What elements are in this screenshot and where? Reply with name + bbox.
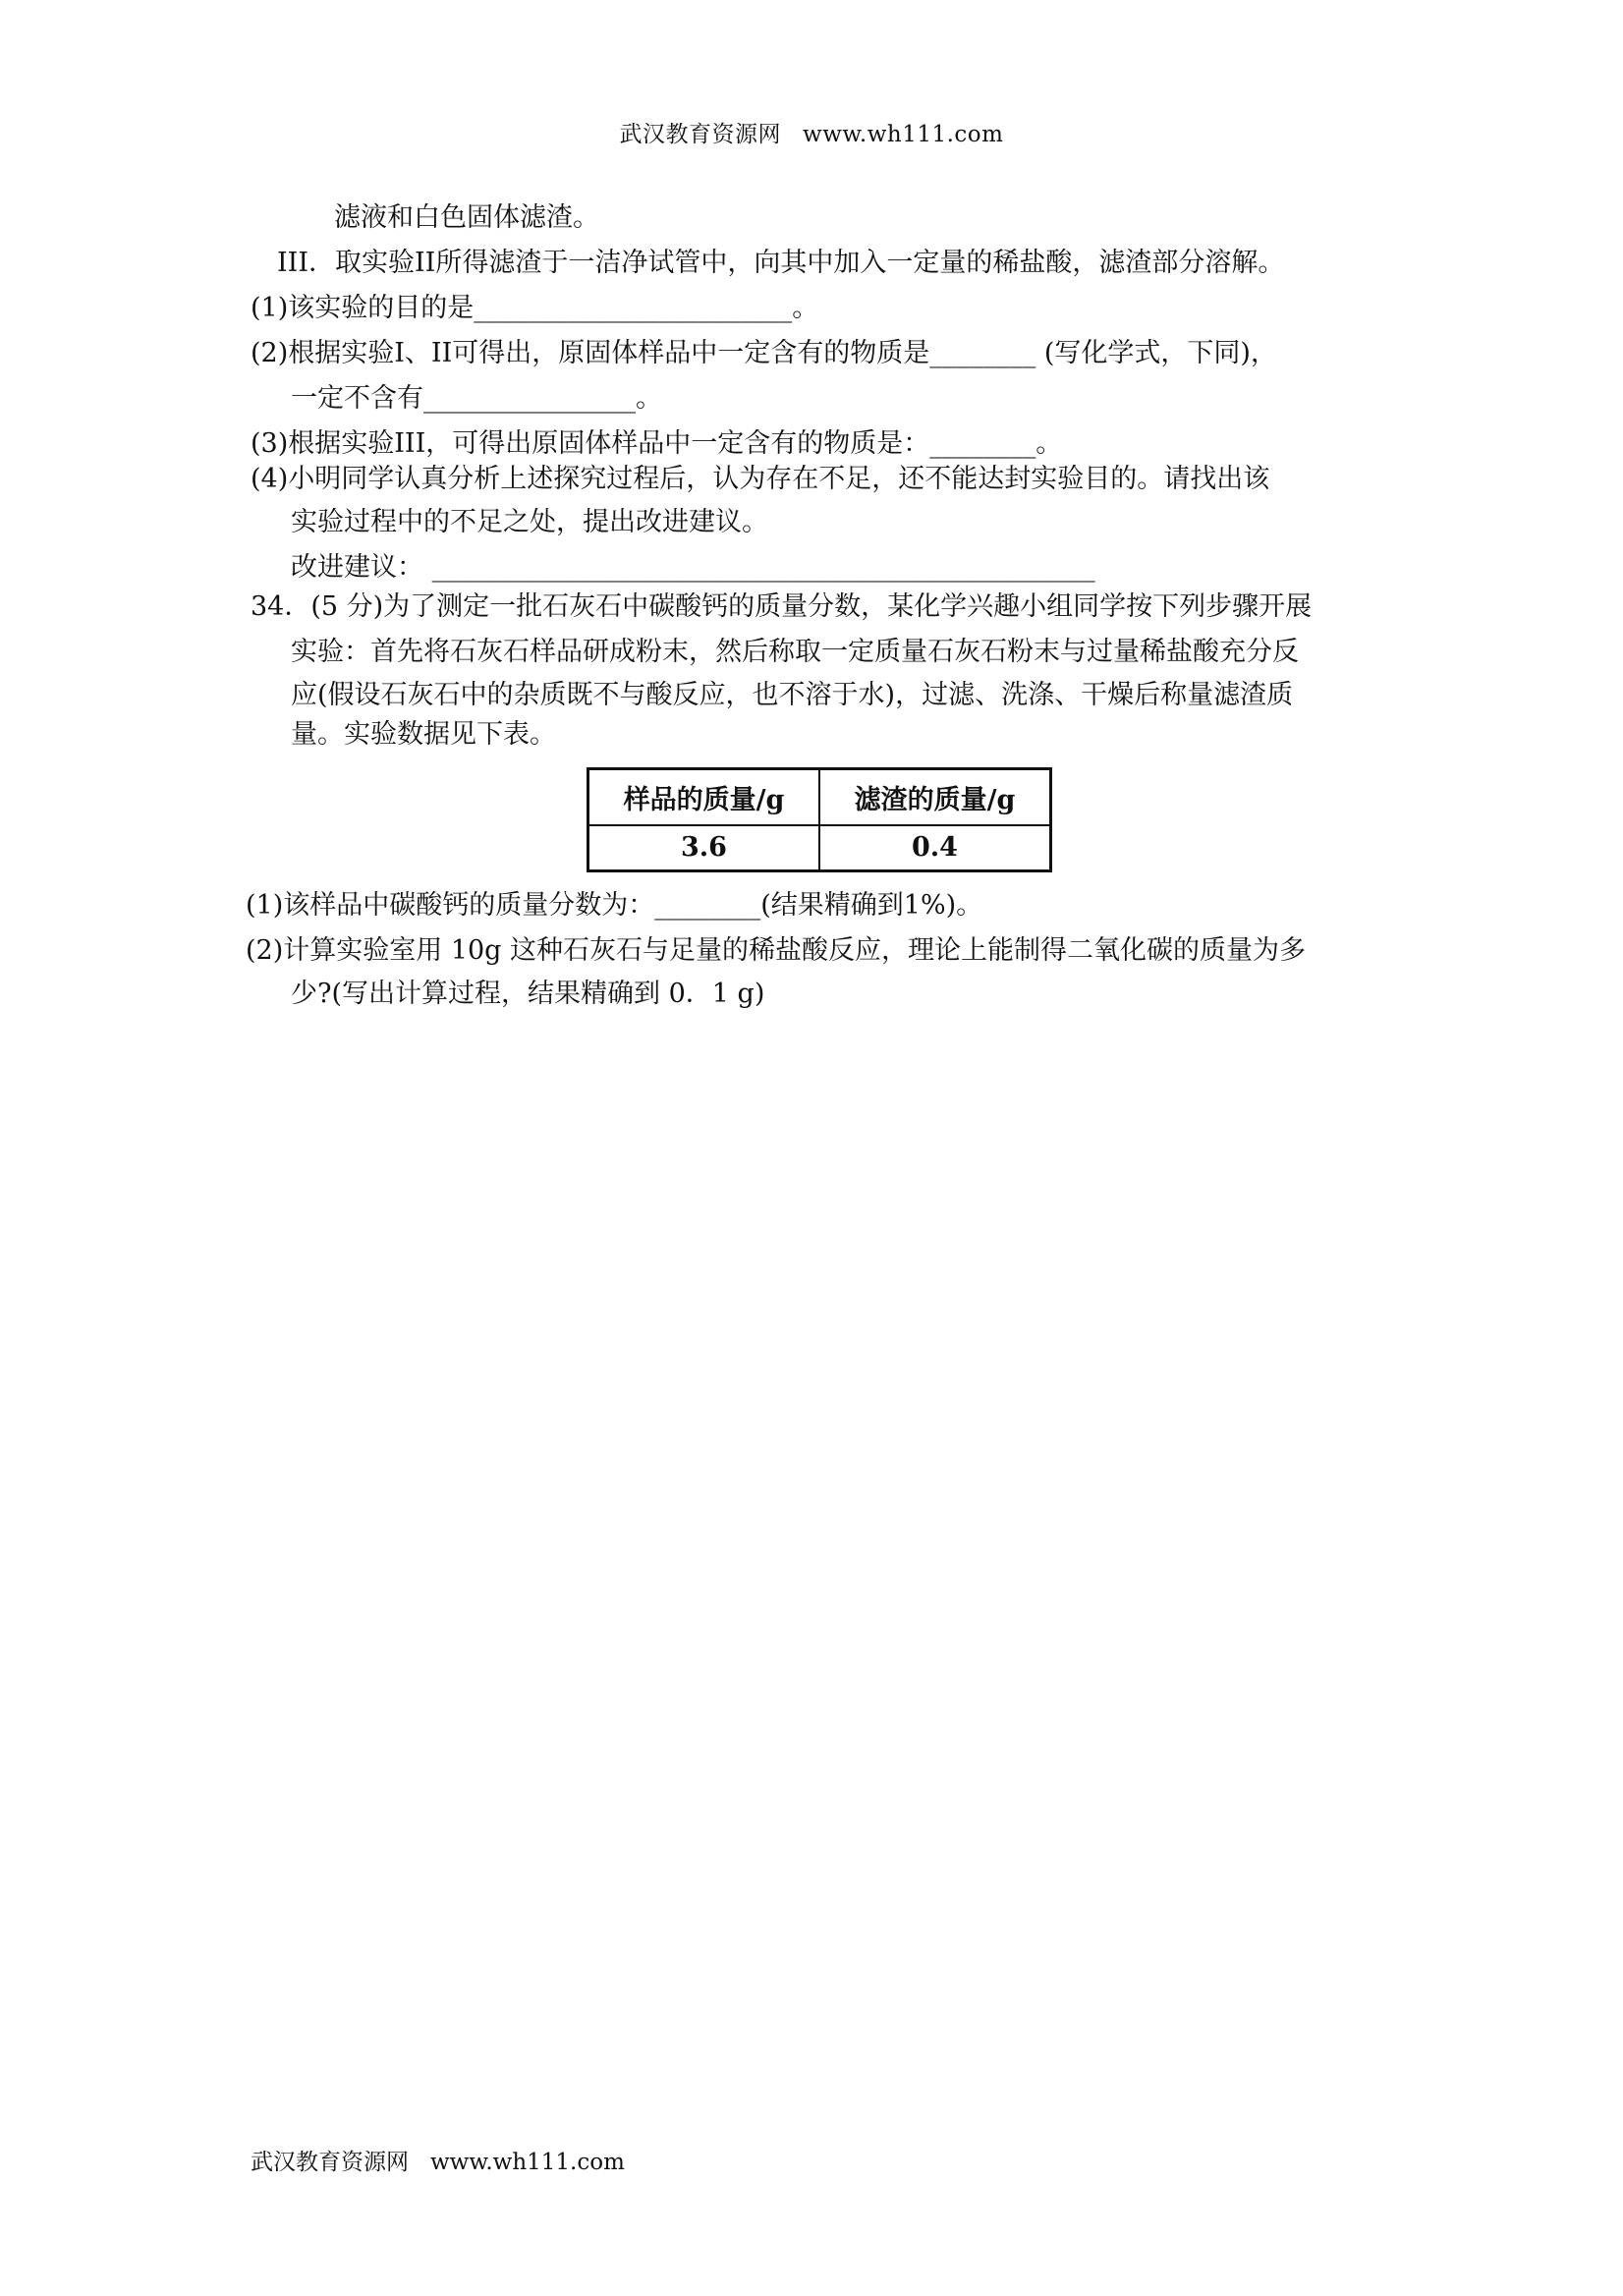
footer-url: www.wh111.com [430, 2150, 625, 2175]
text-line: (3)根据实验III，可得出原固体样品中一定含有的物质是：________。 [251, 428, 1063, 459]
data-table [587, 767, 1052, 872]
text-line: 实验：首先将石灰石样品研成粉末，然后称取一定质量石灰石粉末与过量稀盐酸充分反 [291, 637, 1299, 667]
text-line: (4)小明同学认真分析上述探究过程后，认为存在不足，还不能达封实验目的。请找出该 [251, 464, 1270, 494]
text-line: 34．(5 分)为了测定一批石灰石中碳酸钙的质量分数，某化学兴趣小组同学按下列步骤开展 [251, 591, 1313, 622]
text-line: 一定不含有________________。 [291, 383, 662, 414]
text-line: (1)该样品中碳酸钙的质量分数为：________(结果精确到1%)。 [246, 890, 983, 921]
text-line: 滤液和白色固体滤渣。 [334, 202, 599, 233]
text-line: 少?(写出计算过程，结果精确到 0．1 g) [291, 979, 765, 1009]
header-url: www.wh111.com [803, 122, 1004, 147]
table-header-cell: 滤渣的质量/g [819, 770, 1049, 825]
text-line: 应(假设石灰石中的杂质既不与酸反应，也不溶于水)，过滤、洗涤、干燥后称量滤渣质 [291, 680, 1294, 710]
table-row [589, 825, 1049, 869]
text-line: 实验过程中的不足之处，提出改进建议。 [291, 507, 768, 537]
text-line: (2)根据实验I、II可得出，原固体样品中一定含有的物质是________ (写化学式，下同)， [251, 338, 1277, 368]
table-header-row [589, 770, 1049, 825]
table-cell: 0.4 [819, 825, 1049, 869]
footer-site-name: 武汉教育资源网 [251, 2150, 409, 2175]
page-header [0, 116, 1623, 148]
text-line: III．取实验II所得滤渣于一洁净试管中，向其中加入一定量的稀盐酸，滤渣部分溶解。 [277, 248, 1285, 278]
table-cell: 3.6 [589, 825, 819, 869]
header-site-name: 武汉教育资源网 [619, 122, 782, 147]
text-line: (2)计算实验室用 10g 这种石灰石与足量的稀盐酸反应，理论上能制得二氧化碳的质量为多 [246, 935, 1307, 966]
table-header-cell: 样品的质量/g [589, 770, 819, 825]
text-line: 改进建议： __________________________________________________ [291, 552, 1095, 583]
page-footer [251, 2144, 625, 2176]
text-line: (1)该实验的目的是________________________。 [251, 293, 819, 323]
text-line: 量。实验数据见下表。 [291, 719, 556, 750]
